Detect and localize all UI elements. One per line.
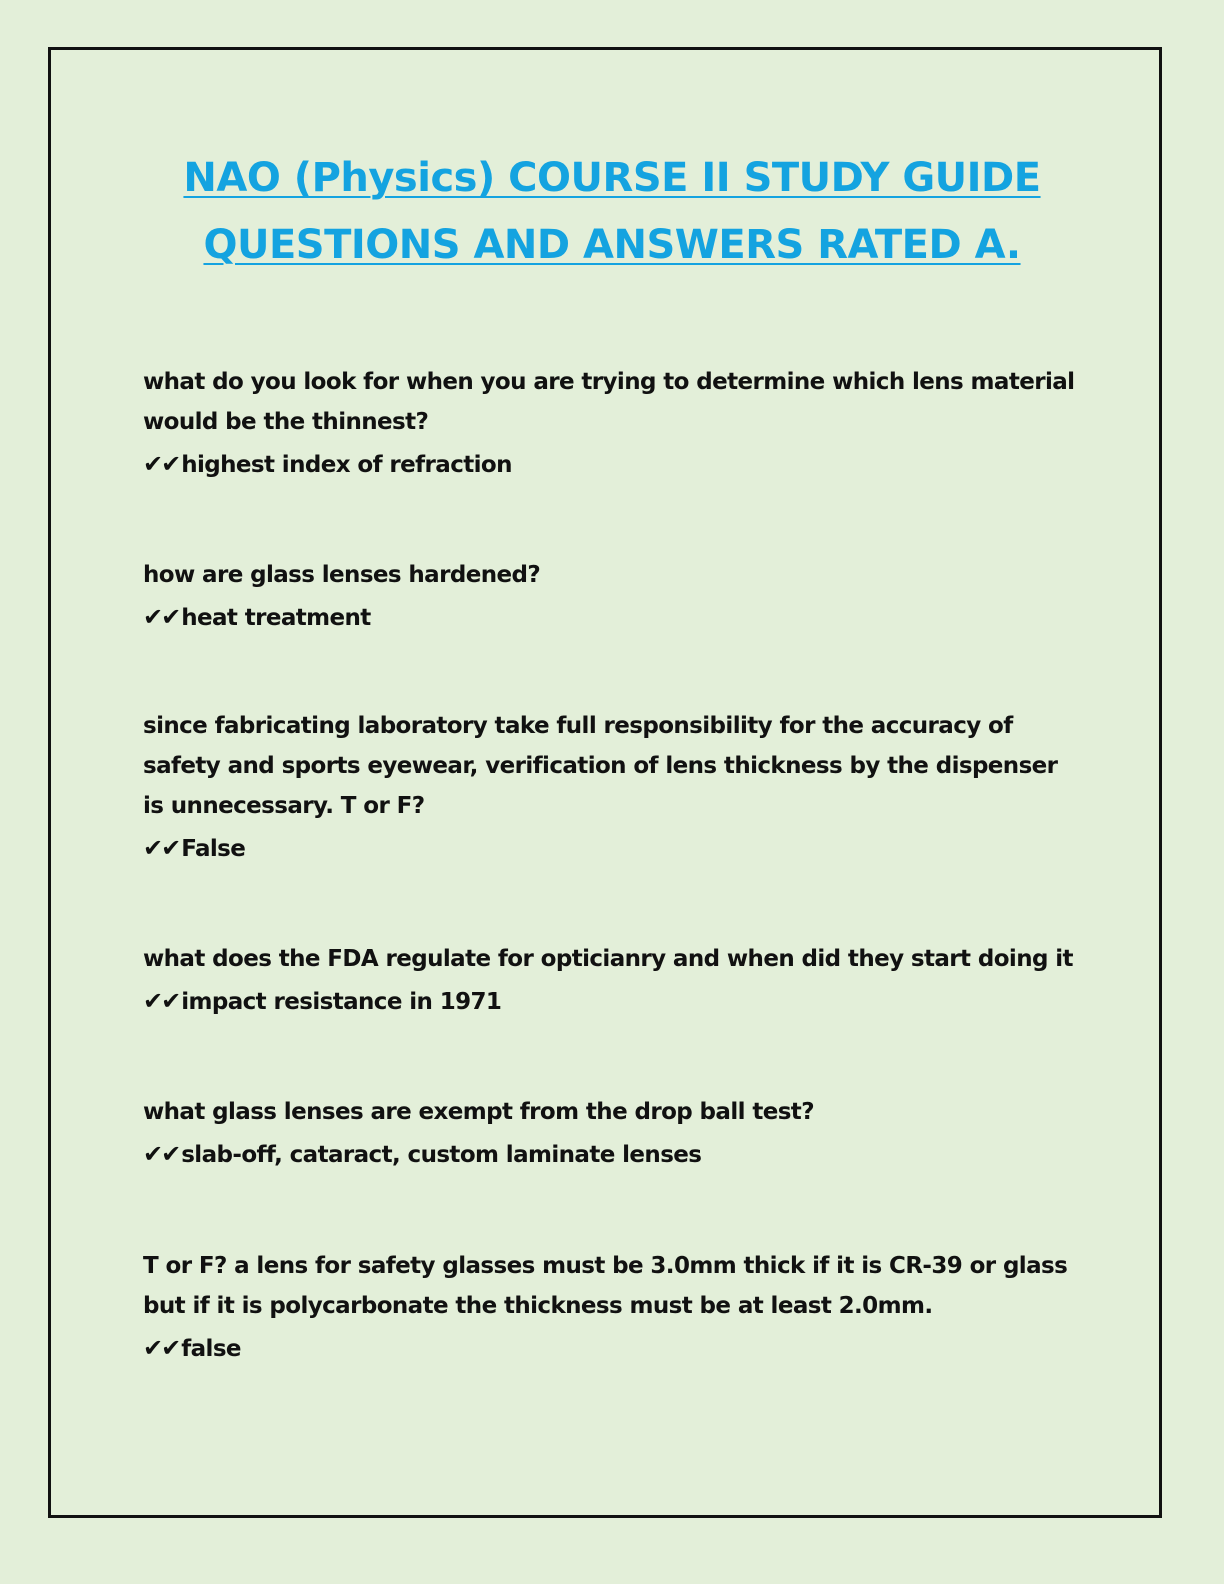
qa-item-3 xyxy=(143,706,1083,871)
answer-3 xyxy=(143,826,1083,871)
check-mark-icon: ✔✔ xyxy=(143,1140,180,1168)
check-mark-icon: ✔✔ xyxy=(143,1334,180,1362)
qa-item-4 xyxy=(143,939,1083,1024)
title-line-2: QUESTIONS AND ANSWERS RATED A. xyxy=(203,222,1021,268)
answer-text-2: heat treatment xyxy=(181,605,371,631)
answer-2 xyxy=(143,595,1083,640)
answer-text-1: highest index of refraction xyxy=(181,452,512,478)
answer-5 xyxy=(143,1132,1083,1177)
answer-text-6: false xyxy=(181,1336,241,1362)
check-mark-icon: ✔✔ xyxy=(143,450,180,478)
qa-item-5 xyxy=(143,1092,1083,1177)
question-2: how are glass lenses hardened? xyxy=(143,562,541,588)
document-title xyxy=(0,145,1224,279)
answer-1 xyxy=(143,442,1083,487)
answer-text-3: False xyxy=(181,836,246,862)
check-mark-icon: ✔✔ xyxy=(143,987,180,1015)
answer-4 xyxy=(143,979,1083,1024)
question-4: what does the FDA regulate for opticianry and when did they start doing it xyxy=(143,946,1073,972)
answer-text-5: slab-off, cataract, custom laminate lenses xyxy=(181,1142,702,1168)
question-5: what glass lenses are exempt from the drop ball test? xyxy=(143,1099,814,1125)
qa-item-2 xyxy=(143,555,1083,640)
check-mark-icon: ✔✔ xyxy=(143,834,180,862)
question-1: what do you look for when you are trying to determine which lens material would be the thinnest? xyxy=(143,369,1075,435)
qa-item-1 xyxy=(143,362,1083,487)
qa-item-6 xyxy=(143,1246,1083,1371)
answer-6 xyxy=(143,1326,1083,1371)
question-3: since fabricating laboratory take full responsibility for the accuracy of safety and sports eyewear, verification of lens thickness by the dispenser is unnecessary. T or F? xyxy=(143,713,1058,819)
answer-text-4: impact resistance in 1971 xyxy=(181,989,502,1015)
title-line-1: NAO (Physics) COURSE II STUDY GUIDE xyxy=(183,155,1041,201)
check-mark-icon: ✔✔ xyxy=(143,603,180,631)
question-6: T or F? a lens for safety glasses must be 3.0mm thick if it is CR-39 or glass but if it is polycarbonate the thickness must be at least 2.0mm. xyxy=(143,1253,1068,1319)
